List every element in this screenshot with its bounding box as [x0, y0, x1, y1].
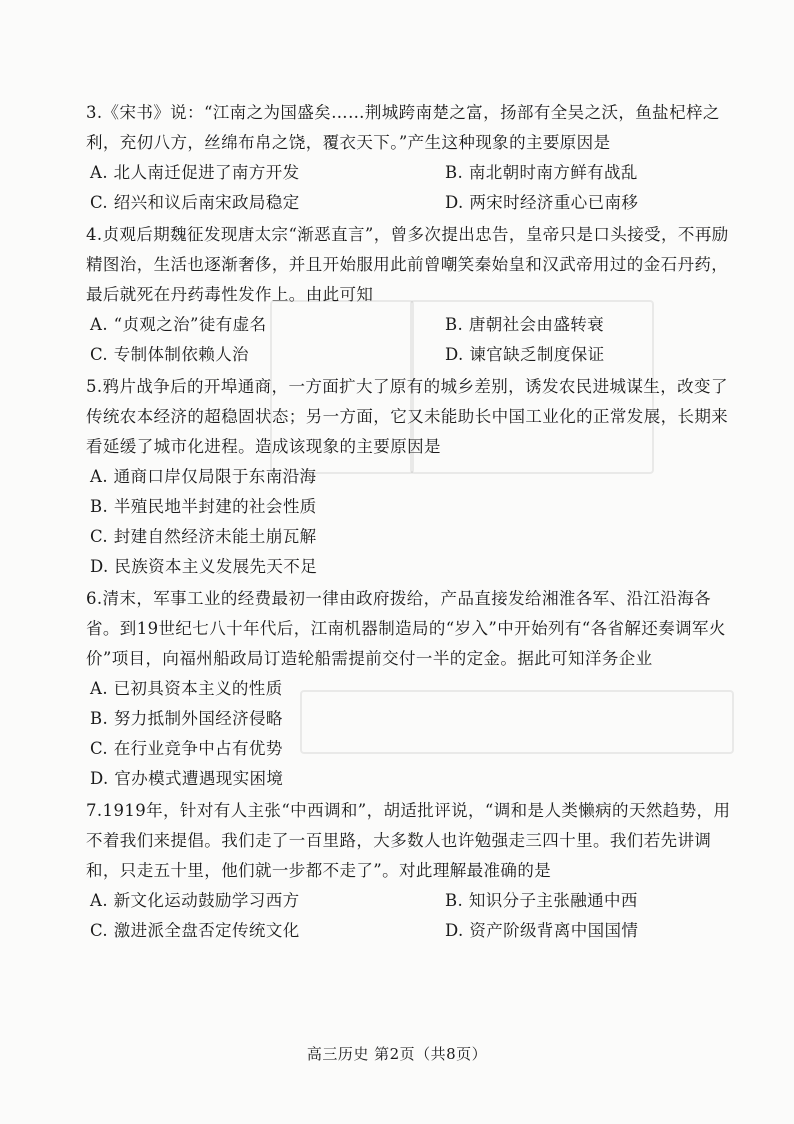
- page-footer: 高三历史 第2页（共8页）: [306, 1045, 488, 1063]
- question-5: [86, 372, 736, 582]
- question-4-options: [86, 310, 736, 370]
- question-4-option-b[interactable]: B. 唐朝社会由盛转衰: [445, 315, 605, 334]
- question-3-option-d[interactable]: D. 两宋时经济重心已南移: [445, 193, 639, 212]
- question-3-option-a[interactable]: A. 北人南迁促进了南方开发: [90, 163, 300, 182]
- question-7-option-b[interactable]: B. 知识分子主张融通中西: [445, 891, 638, 910]
- question-6-option-a[interactable]: A. 已初具资本主义的性质: [90, 679, 283, 698]
- question-4: [86, 220, 736, 370]
- question-7-option-d[interactable]: D. 资产阶级背离中国国情: [445, 921, 639, 940]
- question-5-option-a[interactable]: A. 通商口岸仅局限于东南沿海: [90, 467, 317, 486]
- question-5-stem: 5.鸦片战争后的开埠通商，一方面扩大了原有的城乡差别，诱发农民进城谋生，改变了传统农本经济的超稳固状态；另一方面，它又未能助长中国工业化的正常发展，长期来看延缓了城市化进程。造成该现象的主要原因是: [86, 377, 729, 456]
- question-5-option-c[interactable]: C. 封建自然经济未能土崩瓦解: [90, 527, 317, 546]
- question-6-option-d[interactable]: D. 官办模式遭遇现实困境: [90, 769, 284, 788]
- question-4-option-d[interactable]: D. 谏官缺乏制度保证: [445, 345, 605, 364]
- question-6-stem: 6.清末，军事工业的经费最初一律由政府拨给，产品直接发给湘淮各军、沿江沿海各省。到19世纪七八十年代后，江南机器制造局的“岁入”中开始列有“各省解还奏调军火价”项目，向福州船政局订造轮船需提前交付一半的定金。据此可知洋务企业: [86, 589, 726, 668]
- question-6-option-b[interactable]: B. 努力抵制外国经济侵略: [90, 709, 283, 728]
- question-7-option-c[interactable]: C. 激进派全盘否定传统文化: [90, 921, 300, 940]
- question-5-options: [86, 462, 736, 582]
- question-3-option-c[interactable]: C. 绍兴和议后南宋政局稳定: [90, 193, 300, 212]
- question-5-option-b[interactable]: B. 半殖民地半封建的社会性质: [90, 497, 317, 516]
- question-7-options: [86, 886, 736, 946]
- question-6-option-c[interactable]: C. 在行业竞争中占有优势: [90, 739, 283, 758]
- question-4-stem: 4.贞观后期魏征发现唐太宗“渐恶直言”，曾多次提出忠告，皇帝只是口头接受，不再励精图治，生活也逐渐奢侈，并且开始服用此前曾嘲笑秦始皇和汉武帝用过的金石丹药，最后就死在丹药毒性发作上。由此可知: [86, 225, 729, 304]
- question-7-stem: 7.1919年，针对有人主张“中西调和”，胡适批评说，“调和是人类懒病的天然趋势，用不着我们来提倡。我们走了一百里路，大多数人也许勉强走三四十里。我们若先讲调和，只走五十里，他们就一步都不走了”。对此理解最准确的是: [86, 801, 731, 880]
- question-7-option-a[interactable]: A. 新文化运动鼓励学习西方: [90, 891, 300, 910]
- question-3-stem: 3.《宋书》说：“江南之为国盛矣……荆城跨南楚之富，扬部有全吴之沃，鱼盐杞梓之利，充仞八方，丝绵布帛之饶，覆衣天下。”产生这种现象的主要原因是: [86, 103, 720, 152]
- question-3-option-b[interactable]: B. 南北朝时南方鲜有战乱: [445, 163, 638, 182]
- question-4-option-c[interactable]: C. 专制体制依赖人治: [90, 345, 249, 364]
- question-6-options: [86, 674, 736, 794]
- question-3: [86, 98, 736, 218]
- questions-area: [86, 98, 736, 948]
- question-4-option-a[interactable]: A. “贞观之治”徒有虚名: [90, 315, 267, 334]
- question-3-options: [86, 158, 736, 218]
- question-7: [86, 796, 736, 946]
- question-5-option-d[interactable]: D. 民族资本主义发展先天不足: [90, 557, 318, 576]
- question-6: [86, 584, 736, 794]
